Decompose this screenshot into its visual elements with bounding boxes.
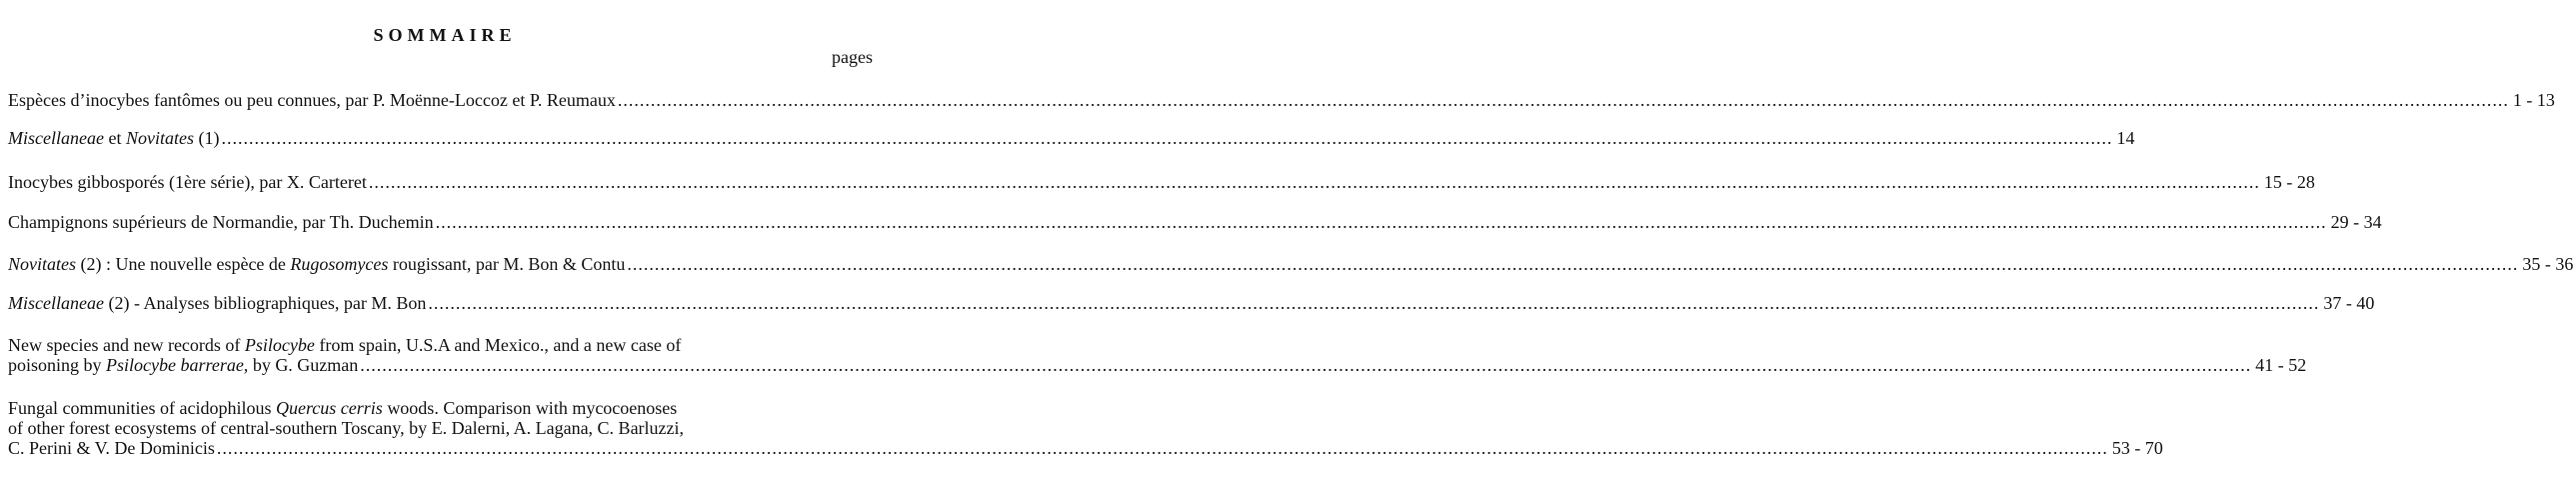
- leader-dots: ........................................................................................................................................................................................................................................................................................................................................................: [428, 293, 2320, 313]
- title-italic-text: Miscellaneae: [8, 128, 104, 148]
- title-italic-text: Novitates: [8, 254, 76, 274]
- toc-entry-final-line: [8, 172, 2315, 192]
- page-range: 1 - 13: [2512, 90, 2555, 110]
- toc-entry-final-line: [8, 293, 2375, 313]
- toc-entry-final-line: [8, 355, 2307, 375]
- title-italic-text: Rugosomyces: [290, 254, 389, 274]
- toc-entry-final-line: [8, 212, 2382, 232]
- leader-dots: ........................................................................................................................................................................................................................................................................................................................................................: [216, 438, 2108, 458]
- toc-entry-title: [8, 355, 358, 375]
- title-text: Espèces d’inocybes fantômes ou peu connues, par P. Moënne-Loccoz et P. Reumaux: [8, 90, 616, 110]
- title-text: of other forest ecosystems of central-southern Toscany, by E. Dalerni, A. Lagana, C. Barluzzi,: [8, 418, 685, 438]
- page-range: 53 - 70: [2111, 438, 2163, 458]
- page-range: 29 - 34: [2330, 212, 2382, 232]
- leader-dots: ........................................................................................................................................................................................................................................................................................................................................................: [627, 254, 2519, 274]
- page-range: 41 - 52: [2255, 355, 2307, 375]
- toc-entry: [8, 172, 2315, 192]
- toc-entry: [8, 398, 2163, 458]
- toc-entry-final-line: [8, 254, 2574, 274]
- page-range: 14: [2116, 128, 2135, 148]
- toc-entry: [8, 212, 2382, 232]
- title-italic-text: Psilocybe: [244, 335, 315, 355]
- toc-entry: [8, 335, 2307, 375]
- toc-entry-title: [8, 438, 215, 458]
- title-text: from spain, U.S.A and Mexico., and a new case of: [314, 335, 682, 355]
- leader-dots: ........................................................................................................................................................................................................................................................................................................................................................: [360, 355, 2252, 375]
- title-text: Inocybes gibbosporés (1ère série), par X. Carteret: [8, 172, 367, 192]
- leader-dots: ........................................................................................................................................................................................................................................................................................................................................................: [368, 172, 2260, 192]
- toc-entry-title: [8, 90, 616, 110]
- title-text: New species and new records of: [8, 335, 245, 355]
- leader-dots: ........................................................................................................................................................................................................................................................................................................................................................: [617, 90, 2509, 110]
- toc-entry-lead-line: [8, 335, 888, 355]
- title-text: by G. Guzman: [248, 355, 359, 375]
- toc-entry-title: [8, 212, 434, 232]
- title-text: Fungal communities of acidophilous: [8, 398, 276, 418]
- toc-entry-final-line: [8, 128, 2135, 148]
- pages-column-label: pages: [832, 47, 873, 67]
- toc-entry: [8, 90, 2555, 110]
- title-text: rougissant, par M. Bon & Contu: [388, 254, 626, 274]
- title-text: C. Perini & V. De Dominicis: [8, 438, 215, 458]
- toc-entry-title: [8, 172, 367, 192]
- title-text: (2) : Une nouvelle espèce de: [76, 254, 291, 274]
- title-text: poisoning by: [8, 355, 107, 375]
- title-text: et: [103, 128, 126, 148]
- leader-dots: ........................................................................................................................................................................................................................................................................................................................................................: [221, 128, 2113, 148]
- toc-entry-lead-line: [8, 418, 888, 438]
- title-italic-text: Quercus cerris: [275, 398, 383, 418]
- title-italic-text: Psilocybe barrerae,: [106, 355, 249, 375]
- title-italic-text: Novitates: [125, 128, 194, 148]
- title-text: woods. Comparison with mycocoenoses: [382, 398, 678, 418]
- title-text: (2) - Analyses bibliographiques, par M. Bon: [103, 293, 427, 313]
- toc-entry: [8, 293, 2375, 313]
- toc-entry-final-line: [8, 438, 2163, 458]
- page-range: 35 - 36: [2522, 254, 2574, 274]
- title-italic-text: Miscellaneae: [8, 293, 104, 313]
- toc-entry-title: [8, 254, 625, 274]
- toc-entry-lead-line: [8, 398, 888, 418]
- toc-entry: [8, 128, 2135, 148]
- leader-dots: ........................................................................................................................................................................................................................................................................................................................................................: [435, 212, 2327, 232]
- toc-entry-title: [8, 293, 426, 313]
- page-range: 37 - 40: [2323, 293, 2375, 313]
- toc-entry: [8, 254, 2574, 274]
- title-text: (1): [193, 128, 220, 148]
- toc-entry-final-line: [8, 90, 2555, 110]
- page-title: SOMMAIRE: [373, 25, 517, 45]
- title-text: Champignons supérieurs de Normandie, par Th. Duchemin: [8, 212, 434, 232]
- toc-entry-title: [8, 128, 219, 148]
- page-range: 15 - 28: [2263, 172, 2315, 192]
